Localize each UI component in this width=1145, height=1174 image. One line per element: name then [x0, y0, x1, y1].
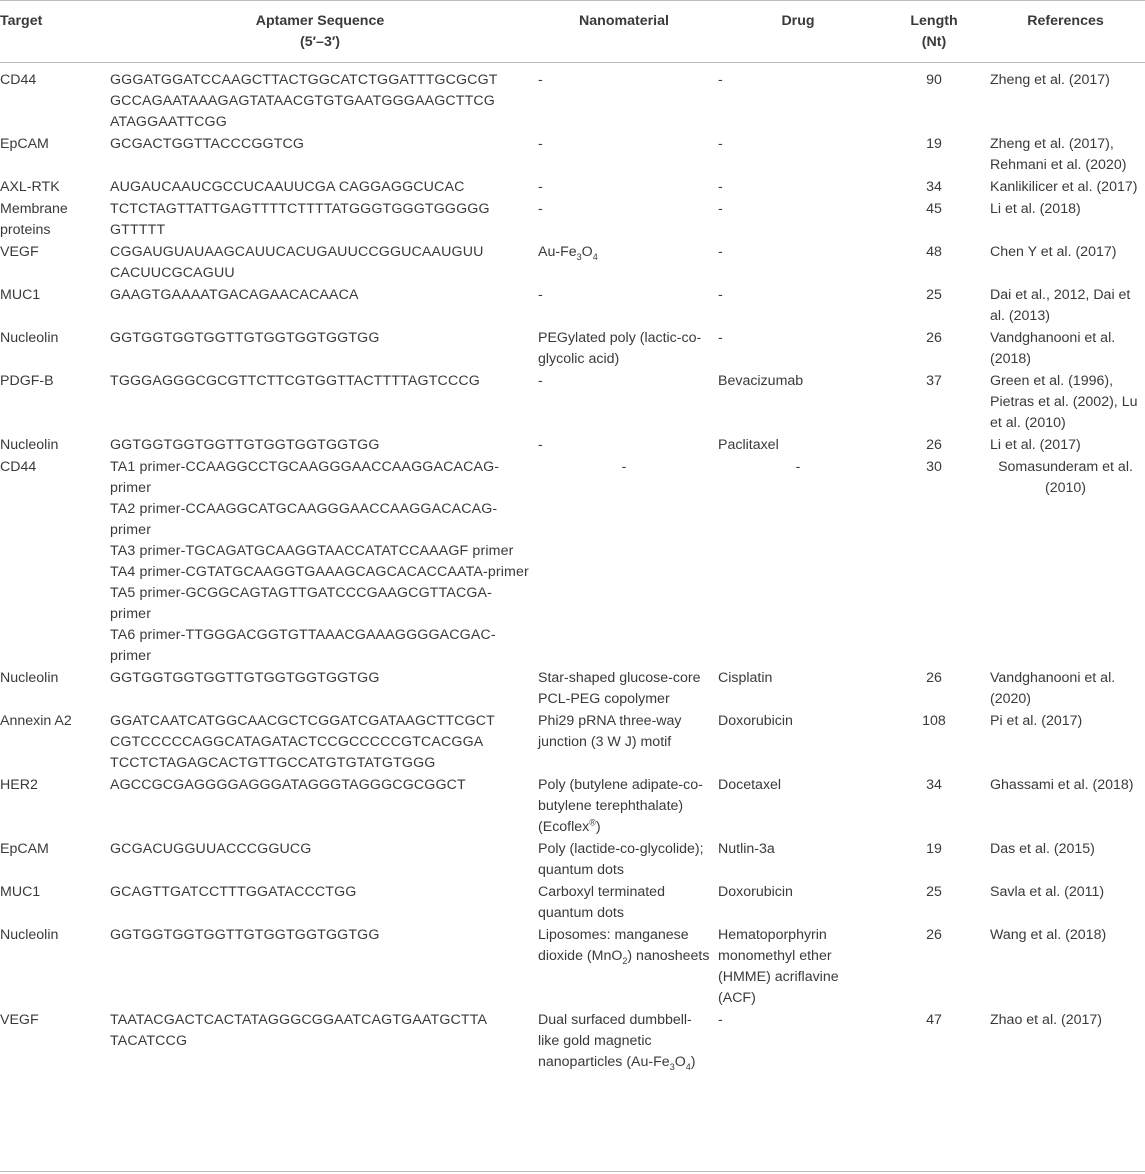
cell-length: 37 [926, 373, 942, 389]
cell-nanomaterial: - [538, 437, 543, 453]
cell-length: 19 [926, 841, 942, 857]
sequence-line: ATAGGAATTCGG [110, 114, 227, 130]
cell-sequence [106, 198, 534, 241]
cell-sequence: GGTGGTGGTGGTTGTGGTGGTGGTGG [110, 927, 380, 943]
cell-nanomaterial: - [538, 201, 543, 217]
nanomaterial-text: ) nanosheets [627, 948, 710, 964]
cell-references: Pi et al. (2017) [990, 713, 1083, 729]
sequence-line: TA6 primer-TTGGGACGGTGTTAAACGAAAGGGGACGAC-primer [110, 627, 496, 664]
sequence-line: GCCAGAATAAAGAGTATAACGTGTGAATGGGAAGCTTCG [110, 93, 495, 109]
subscript: 3 [576, 251, 582, 262]
sequence-line: TCTCTAGTTATTGAGTTTTCTTTTATGGGTGGGTGGGGG [110, 201, 490, 217]
cell-length: 47 [926, 1012, 942, 1028]
cell-sequence [106, 63, 534, 134]
sequence-line: TA5 primer-GCGGCAGTAGTTGATCCCGAAGCGTTACGA-primer [110, 585, 493, 622]
cell-nanomaterial: - [538, 373, 543, 389]
cell-drug: Nutlin-3a [718, 841, 775, 857]
cell-nanomaterial [534, 1009, 714, 1073]
table-row [0, 667, 1145, 710]
cell-length: 45 [926, 201, 942, 217]
header-nanomaterial: Nanomaterial [534, 1, 714, 63]
cell-references: Zheng et al. (2017), Rehmani et al. (2020) [990, 136, 1127, 173]
table-row [0, 434, 1145, 456]
header-sequence-line1: Aptamer Sequence [255, 13, 385, 29]
cell-sequence [106, 1009, 534, 1073]
table-row [0, 881, 1145, 924]
table-row [0, 241, 1145, 284]
cell-nanomaterial: - [538, 136, 543, 152]
cell-length: 108 [922, 713, 946, 729]
nanomaterial-text: Dual surfaced dumbbell-like gold magnetic nanoparticles (Au-Fe [538, 1012, 692, 1070]
cell-length: 25 [926, 884, 942, 900]
cell-target: Nucleolin [0, 927, 59, 943]
subscript: 3 [669, 1061, 675, 1072]
table-row [0, 710, 1145, 774]
header-length-line2: (Nt) [921, 34, 947, 50]
subscript: 2 [622, 955, 628, 966]
cell-references: Vandghanooni et al. (2020) [990, 670, 1116, 707]
header-row [0, 1, 1145, 63]
cell-sequence: AUGAUCAAUCGCCUCAAUUCGA CAGGAGGCUCAC [110, 179, 465, 195]
cell-target: CD44 [0, 63, 106, 134]
cell-drug: - [718, 136, 723, 152]
cell-nanomaterial [534, 241, 714, 284]
cell-nanomaterial: PEGylated poly (lactic-co-glycolic acid) [538, 330, 702, 367]
cell-references: Dai et al., 2012, Dai et al. (2013) [990, 287, 1131, 324]
sequence-line: GGGATGGATCCAAGCTTACTGGCATCTGGATTTGCGCGT [110, 72, 498, 88]
cell-target: CD44 [0, 459, 37, 475]
cell-sequence: GCGACUGGUUACCCGGUCG [110, 841, 312, 857]
cell-sequence [106, 710, 534, 774]
cell-references: Li et al. (2017) [990, 437, 1081, 453]
cell-sequence: TGGGAGGGCGCGTTCTTCGTGGTTACTTTTAGTCCCG [110, 373, 480, 389]
cell-target: Nucleolin [0, 437, 59, 453]
sequence-line: TA4 primer-CGTATGCAAGGTGAAAGCAGCACACCAATA-primer [110, 564, 529, 580]
header-references: References [986, 1, 1145, 63]
sequence-line: TA3 primer-TGCAGATGCAAGGTAACCATATCCAAAGF primer [110, 543, 514, 559]
cell-length: 30 [926, 459, 942, 475]
nanomaterial-text: Au-Fe [538, 244, 577, 260]
cell-target: EpCAM [0, 841, 49, 857]
cell-drug: Paclitaxel [718, 437, 779, 453]
cell-target: MUC1 [0, 287, 41, 303]
cell-target: Membrane proteins [0, 201, 68, 238]
cell-sequence: GCGACTGGTTACCCGGTCG [110, 136, 305, 152]
nanomaterial-text: Poly (butylene adipate-co-butylene terephthalate) (Ecoflex [538, 777, 703, 835]
table-row [0, 456, 1145, 667]
cell-references: Wang et al. (2018) [990, 927, 1107, 943]
table-row [0, 924, 1145, 1009]
sequence-line: CACUUCGCAGUU [110, 265, 235, 281]
cell-drug: - [718, 179, 723, 195]
sequence-line: GGATCAATCATGGCAACGCTCGGATCGATAAGCTTCGCT [110, 713, 495, 729]
cell-nanomaterial: - [621, 459, 627, 475]
cell-target: PDGF-B [0, 373, 54, 389]
nanomaterial-text: O [674, 1054, 686, 1070]
cell-nanomaterial: Carboxyl terminated quantum dots [538, 884, 665, 921]
sequence-line: GTTTTT [110, 222, 166, 238]
cell-length: 26 [926, 437, 942, 453]
sequence-line: TAATACGACTCACTATAGGGCGGAATCAGTGAATGCTTA [110, 1012, 488, 1028]
nanomaterial-text: O [581, 244, 593, 260]
sequence-line: TACATCCG [110, 1033, 188, 1049]
cell-references: Das et al. (2015) [990, 841, 1095, 857]
cell-nanomaterial [534, 774, 714, 838]
table-row [0, 370, 1145, 434]
table-row [0, 774, 1145, 838]
cell-references: Green et al. (1996), Pietras et al. (2002), Lu et al. (2010) [990, 373, 1138, 431]
cell-length: 26 [926, 670, 942, 686]
cell-target: HER2 [0, 777, 38, 793]
cell-references: Somasunderam et al. (2010) [998, 459, 1133, 496]
table-row [0, 63, 1145, 134]
header-sequence [106, 1, 534, 63]
cell-references: Li et al. (2018) [990, 201, 1081, 217]
table-row [0, 176, 1145, 198]
cell-target: Nucleolin [0, 330, 59, 346]
cell-nanomaterial: - [538, 179, 543, 195]
table-row [0, 327, 1145, 370]
cell-drug: Cisplatin [718, 670, 773, 686]
cell-target: Nucleolin [0, 670, 59, 686]
sequence-line: TA1 primer-CCAAGGCCTGCAAGGGAACCAAGGACACAG-primer [110, 459, 500, 496]
cell-sequence: GGTGGTGGTGGTTGTGGTGGTGGTGG [110, 670, 380, 686]
cell-references: Ghassami et al. (2018) [990, 777, 1134, 793]
cell-drug: - [718, 287, 723, 303]
cell-references: Savla et al. (2011) [990, 884, 1105, 900]
table-row [0, 1009, 1145, 1073]
cell-length: 19 [926, 136, 942, 152]
header-length [882, 1, 986, 63]
cell-target: MUC1 [0, 884, 41, 900]
cell-references: Chen Y et al. (2017) [990, 244, 1117, 260]
registered-mark: ® [589, 817, 596, 828]
cell-nanomaterial: Poly (lactide-co-glycolide); quantum dots [538, 841, 704, 878]
cell-sequence: AGCCGCGAGGGGAGGGATAGGGTAGGGCGCGGCT [110, 777, 466, 793]
cell-length: 48 [926, 244, 942, 260]
cell-drug: - [718, 201, 723, 217]
table-row [0, 838, 1145, 881]
cell-drug: Docetaxel [718, 777, 782, 793]
cell-drug: - [718, 1012, 723, 1028]
cell-sequence: GAAGTGAAAATGACAGAACACAACA [110, 287, 359, 303]
header-drug: Drug [714, 1, 882, 63]
cell-sequence [106, 241, 534, 284]
cell-sequence [106, 456, 534, 667]
header-length-line1: Length [910, 13, 958, 29]
cell-drug: Doxorubicin [718, 884, 793, 900]
cell-references: Zhao et al. (2017) [990, 1012, 1102, 1028]
cell-nanomaterial [534, 924, 714, 1009]
cell-sequence: GGTGGTGGTGGTTGTGGTGGTGGTGG [110, 330, 380, 346]
sequence-line: TA2 primer-CCAAGGCATGCAAGGGAACCAAGGACACAG-primer [110, 501, 498, 538]
cell-drug: Doxorubicin [718, 713, 793, 729]
cell-drug: - [718, 244, 723, 260]
cell-nanomaterial: Star-shaped glucose-core PCL-PEG copolymer [538, 670, 701, 707]
cell-drug: Hematoporphyrin monomethyl ether (HMME) acriflavine (ACF) [718, 927, 839, 1006]
cell-length: 25 [926, 287, 942, 303]
sequence-line: CGGAUGUAUAAGCAUUCACUGAUUCCGGUCAAUGUU [110, 244, 484, 260]
sequence-line: TCCTCTAGAGCACTGTTGCCATGTGTATGTGGG [110, 755, 436, 771]
table-row [0, 198, 1145, 241]
cell-drug: - [718, 330, 723, 346]
cell-references: Zheng et al. (2017) [990, 72, 1110, 88]
cell-target: EpCAM [0, 136, 49, 152]
cell-drug: - [718, 72, 723, 88]
nanomaterial-text: Liposomes: manganese dioxide (MnO [538, 927, 689, 964]
subscript: 4 [685, 1061, 691, 1072]
cell-length: 34 [926, 777, 942, 793]
cell-target: VEGF [0, 1012, 39, 1028]
cell-target: VEGF [0, 244, 39, 260]
cell-drug: Bevacizumab [718, 373, 804, 389]
bottom-rule [0, 1171, 1145, 1172]
cell-drug: - [795, 459, 801, 475]
sequence-line: CGTCCCCCAGGCATAGATACTCCGCCCCCGTCACGGA [110, 734, 484, 750]
header-target: Target [0, 1, 106, 63]
cell-sequence: GGTGGTGGTGGTTGTGGTGGTGGTGG [110, 437, 380, 453]
cell-nanomaterial: - [538, 287, 543, 303]
cell-sequence: GCAGTTGATCCTTTGGATACCCTGG [110, 884, 357, 900]
cell-nanomaterial: Phi29 pRNA three-way junction (3 W J) motif [538, 713, 682, 750]
cell-length: 26 [926, 330, 942, 346]
table-row [0, 133, 1145, 176]
table-row [0, 284, 1145, 327]
cell-target: AXL-RTK [0, 179, 60, 195]
nanomaterial-text: ) [690, 1054, 696, 1070]
cell-references: Vandghanooni et al. (2018) [990, 330, 1116, 367]
nanomaterial-text: ) [595, 819, 601, 835]
cell-length: 26 [926, 927, 942, 943]
cell-target: Annexin A2 [0, 713, 72, 729]
cell-length: 90 [926, 72, 942, 88]
header-sequence-line2: (5′–3′) [300, 34, 340, 50]
cell-references: Kanlikilicer et al. (2017) [990, 179, 1138, 195]
subscript: 4 [592, 251, 598, 262]
cell-nanomaterial: - [538, 72, 543, 88]
cell-length: 34 [926, 179, 942, 195]
